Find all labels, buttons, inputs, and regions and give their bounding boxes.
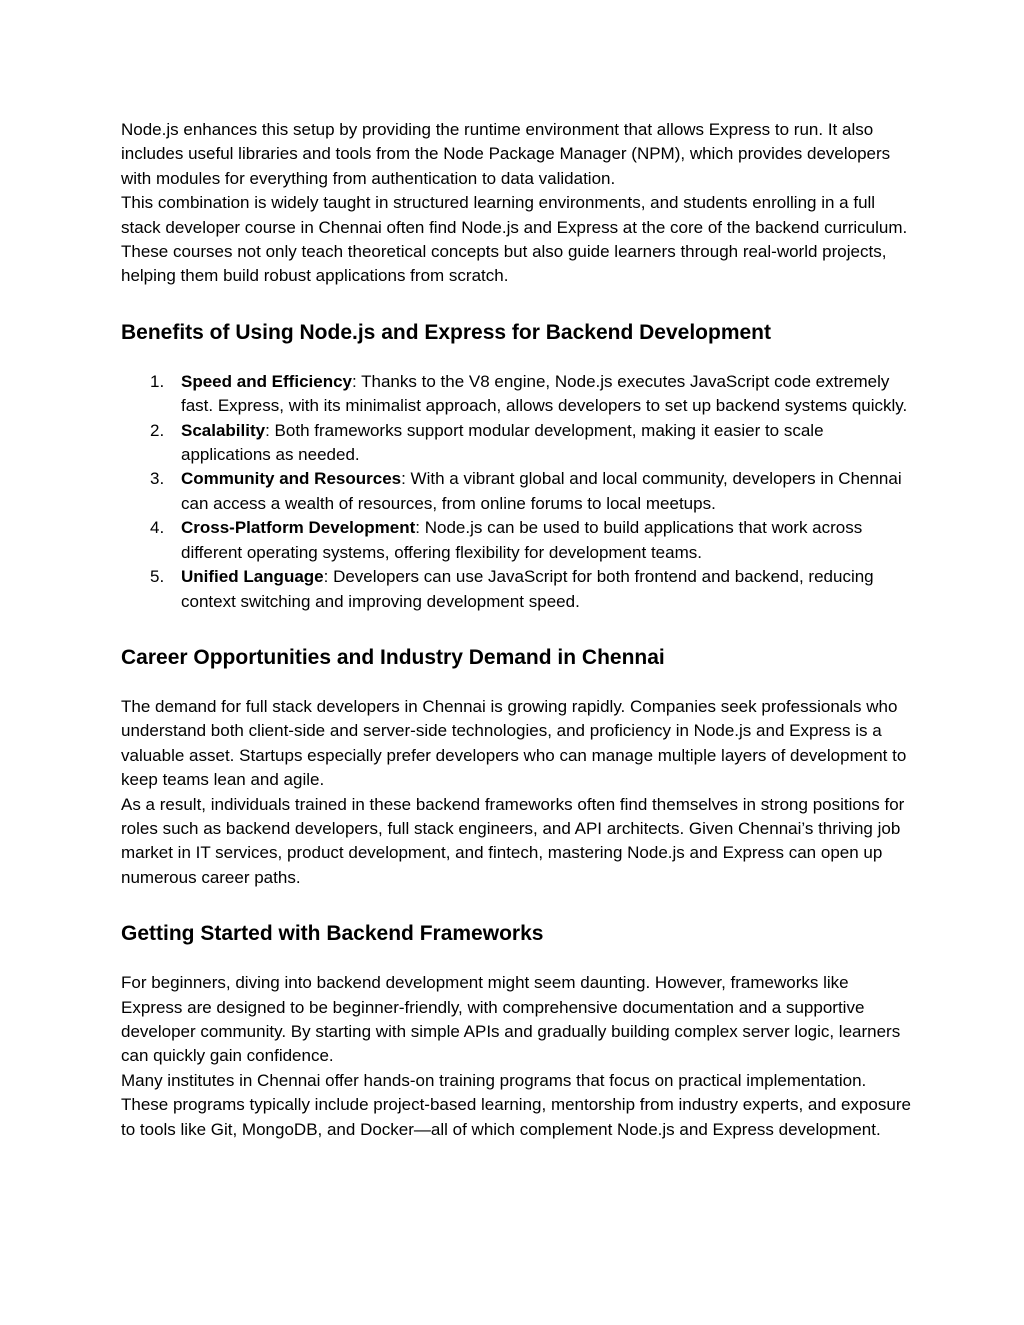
- getting-started-paragraph-2: Many institutes in Chennai offer hands-on training programs that focus on practical implementation. These programs typically include project-based learning, mentorship from industry experts, and exposure to tools like Git, MongoDB, and Docker—all of which complement Node.js and Express development.: [121, 1070, 911, 1139]
- list-item-text: : Node.js can be used to build applications that work across different operating systems, offering flexibility for development teams.: [181, 518, 863, 562]
- getting-started-heading: Getting Started with Backend Frameworks: [121, 922, 544, 946]
- list-item: [121, 565, 911, 614]
- list-item: [121, 370, 911, 419]
- list-item-number: 4.: [150, 518, 165, 538]
- list-item-term: Cross-Platform Development: [181, 518, 416, 538]
- document-page: [121, 118, 911, 1142]
- getting-started-paragraph-1: For beginners, diving into backend development might seem daunting. However, frameworks like Express are designed to be beginner-friendly, with comprehensive documentation and a supportive developer community. By starting with simple APIs and gradually building complex server logic, learners can quickly gain confidence.: [121, 973, 901, 1066]
- list-item-term: Unified Language: [181, 567, 324, 587]
- list-item: [121, 467, 911, 516]
- list-item-number: 5.: [150, 567, 165, 587]
- list-item-number: 3.: [150, 469, 165, 489]
- intro-paragraph-1: Node.js enhances this setup by providing the runtime environment that allows Express to run. It also includes useful libraries and tools from the Node Package Manager (NPM), which provides developers with modules for everything from authentication to data validation.: [121, 120, 891, 188]
- benefits-list: [121, 370, 911, 614]
- list-item: [121, 419, 911, 468]
- list-item-text: : With a vibrant global and local community, developers in Chennai can access a wealth of resources, from online forums to local meetups.: [181, 469, 902, 513]
- list-item-term: Community and Resources: [181, 469, 402, 489]
- benefits-heading: Benefits of Using Node.js and Express for Backend Development: [121, 320, 771, 344]
- career-paragraph-2: As a result, individuals trained in these backend frameworks often find themselves in strong positions for roles such as backend developers, full stack engineers, and API architects. Given Chennai’s thriving job market in IT services, product development, and fintech, mastering Node.js and Express can open up numerous career paths.: [121, 794, 905, 887]
- list-item-term: Speed and Efficiency: [181, 371, 352, 391]
- career-paragraph-1: The demand for full stack developers in Chennai is growing rapidly. Companies seek professionals who understand both client-side and server-side technologies, and proficiency in Node.js and Express is a valuable asset. Startups especially prefer developers who can manage multiple layers of development to keep teams lean and agile.: [121, 696, 907, 790]
- intro-paragraph-2: This combination is widely taught in structured learning environments, and students enrolling in a full stack developer course in Chennai often find Node.js and Express at the core of the backend curriculum. These courses not only teach theoretical concepts but also guide learners through real-world projects, helping them build robust applications from scratch.: [121, 193, 908, 286]
- list-item-term: Scalability: [181, 420, 266, 440]
- list-item-number: 1.: [150, 371, 165, 391]
- list-item-text: : Developers can use JavaScript for both frontend and backend, reducing context switching and improving development speed.: [181, 567, 874, 611]
- career-heading: Career Opportunities and Industry Demand in Chennai: [121, 645, 665, 669]
- list-item-number: 2.: [150, 420, 165, 440]
- list-item-text: : Thanks to the V8 engine, Node.js executes JavaScript code extremely fast. Express, with its minimalist approach, allows developers to set up backend systems quickly.: [181, 371, 908, 416]
- list-item-text: : Both frameworks support modular development, making it easier to scale applications as needed.: [181, 420, 824, 465]
- list-item: [121, 516, 911, 565]
